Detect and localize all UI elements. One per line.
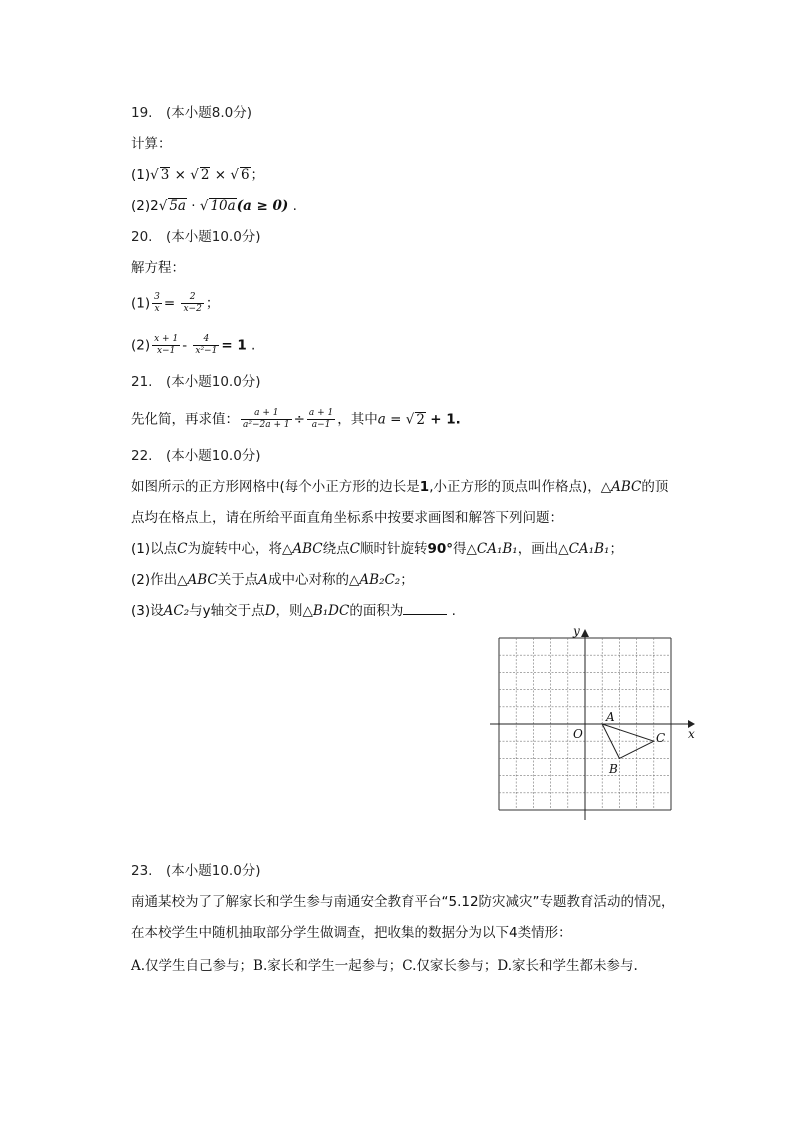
q23-header: 23. (本小题10.0分): [131, 863, 261, 879]
q19-prompt: 计算：: [131, 136, 172, 152]
part-label: (2): [131, 337, 151, 354]
answer-blank: [403, 602, 447, 615]
radicand: 10a: [210, 198, 236, 214]
q20-prompt: 解方程：: [131, 260, 185, 276]
y-axis-arrow: [581, 629, 589, 637]
q22-step1: (1)以点C为旋转中心，将△ABC绕点C顺时针旋转90°得△CA₁B₁，画出△CA₁B₁；: [131, 541, 623, 557]
fraction: $\frac{4}{\text{x²−1}}$: [195, 334, 218, 356]
q23-line1: 南通某校为了了解家长和学生参与南通安全教育平台“5.12防灾减灾”专题教育活动的情况，: [131, 894, 675, 910]
radicand: 6: [240, 167, 250, 183]
part-label: (2)2: [131, 198, 159, 214]
q21-body: 先化简，再求值： $\frac{a + 1}{\text{a²−2a + 1}}$ ÷ $\frac{a + 1}{a-1}$ ，其中a = √ 2 + 1.: [131, 408, 461, 430]
q23-line2: 在本校学生中随机抽取部分学生做调查，把收集的数据分为以下4类情形：: [131, 925, 572, 941]
q20-part2: (2) $\frac{x + 1}{x-1}$ - $\frac{4}{\text{x²−1}}$ = 1 .: [131, 334, 256, 356]
x-axis-label: x: [688, 727, 695, 741]
fraction: $\frac{2}{x-2}$: [183, 292, 202, 314]
radicand: 2: [416, 411, 425, 428]
q22-header: 22. (本小题10.0分): [131, 448, 261, 464]
q22-line2: 点均在格点上，请在所给平面直角坐标系中按要求画图和解答下列问题：: [131, 510, 563, 526]
origin-label: O: [573, 727, 583, 741]
fraction: $\frac{a + 1}{a-1}$: [308, 408, 334, 430]
radicand: 2: [200, 167, 210, 183]
point-b-label: B: [609, 762, 618, 776]
q22-step2: (2)作出△ABC关于点A成中心对称的△AB₂C₂；: [131, 572, 414, 588]
q23-line3: A.仅学生自己参与；B.家长和学生一起参与；C.仅家长参与；D.家长和学生都未参与.: [131, 958, 638, 974]
rhs: = 1: [221, 337, 247, 354]
q22-line1: 如图所示的正方形网格中(每个小正方形的边长是1,小正方形的顶点叫作格点)，△ABC的顶: [131, 479, 669, 495]
part-label: (1): [131, 167, 151, 183]
q22-step3: (3)设AC₂与y轴交于点D，则△B₁DC的面积为 .: [131, 603, 456, 619]
condition: (a ≥ 0): [236, 198, 289, 214]
coordinate-grid-figure: [488, 626, 698, 822]
q21-header: 21. (本小题10.0分): [131, 374, 261, 390]
fraction: $\frac{a + 1}{\text{a²−2a + 1}}$: [243, 408, 290, 430]
q20-header: 20. (本小题10.0分): [131, 229, 261, 245]
radicand: 5a: [169, 198, 186, 214]
part-label: (1): [131, 295, 151, 312]
radicand: 3: [160, 167, 170, 183]
fraction: $\frac{3}{x}$: [154, 292, 160, 314]
point-a-label: A: [606, 710, 615, 724]
q19-part2: (2)2√ 5a · √ 10a(a ≥ 0) .: [131, 198, 297, 214]
fraction: $\frac{x + 1}{x-1}$: [154, 334, 179, 356]
q19-header: 19. (本小题8.0分): [131, 105, 252, 121]
q20-part1: (1) $\frac{3}{x}$ = $\frac{2}{x-2}$ ；: [131, 292, 220, 314]
q19-part1: (1)√ 3 × √ 2 × √ 6；: [131, 167, 265, 183]
point-c-label: C: [656, 731, 666, 745]
y-axis-label: y: [573, 626, 580, 638]
